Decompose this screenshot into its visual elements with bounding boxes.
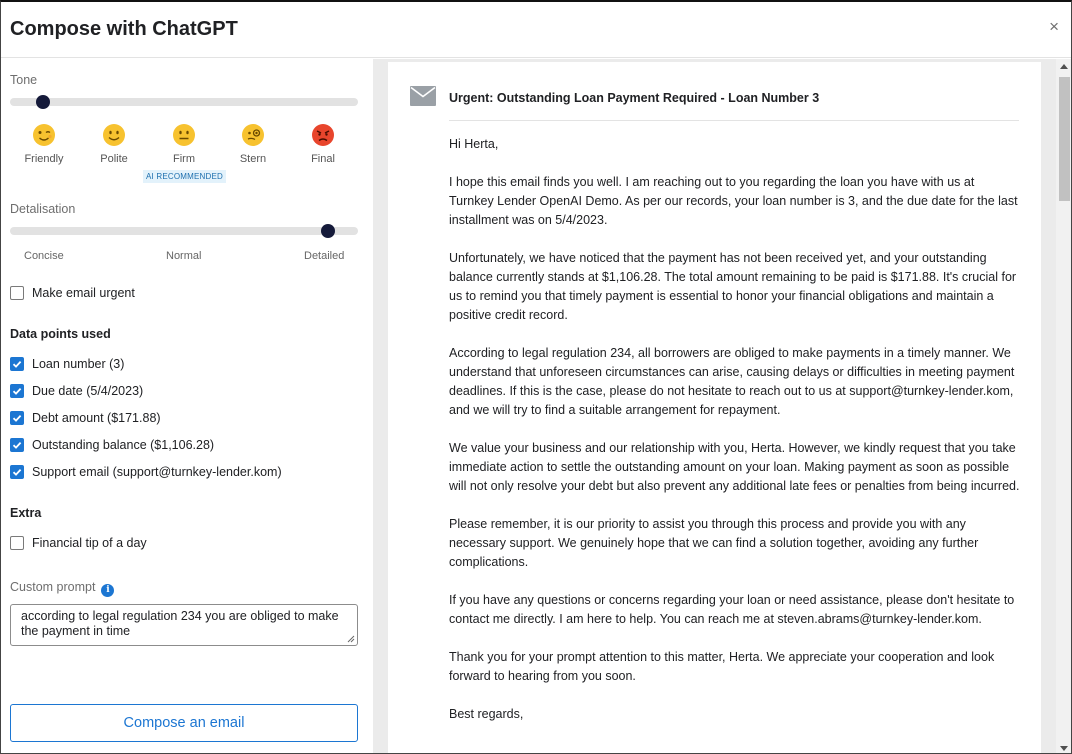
detalisation-option-normal: Normal xyxy=(166,250,202,262)
smiling-face-icon xyxy=(102,123,126,147)
email-body xyxy=(449,135,1021,743)
tone-option-firm[interactable] xyxy=(154,123,214,165)
data-point-row[interactable] xyxy=(10,356,124,372)
data-points-heading: Data points used xyxy=(10,327,111,341)
tone-option-label: Firm xyxy=(173,153,195,165)
ai-recommended-badge: AI RECOMMENDED xyxy=(143,170,226,183)
compose-email-button[interactable]: Compose an email xyxy=(10,704,358,742)
email-paragraph: Unfortunately, we have noticed that the payment has not been received yet, and your outstanding balance currently stands at $1,106.28. The total amount remaining to be paid is $171.88. It's crucial for us to remind you that timely payment is essential to honor your financial obligations and maintain a positive credit record. xyxy=(449,251,1017,322)
scroll-down-icon[interactable] xyxy=(1060,746,1068,751)
extra-heading: Extra xyxy=(10,506,42,520)
email-paragraph: According to legal regulation 234, all borrowers are obliged to make payments in a timely manner. We understand that unforeseen circumstances can arise, causing delays or difficulties in meeting payment deadlines. If this is the case, please do not hesitate to reach out to us at support@turnkey-lender.kom, and we will try to find a suitable arrangement for repayment. xyxy=(449,346,1015,417)
email-paragraph: Hi Herta, xyxy=(449,137,499,151)
tone-slider-thumb[interactable] xyxy=(36,95,50,109)
financial-tip-label: Financial tip of a day xyxy=(32,536,147,550)
tone-option-label: Polite xyxy=(100,153,128,165)
data-point-row[interactable] xyxy=(10,410,161,426)
scrollbar-thumb[interactable] xyxy=(1059,77,1070,201)
email-paragraph: We value your business and our relationship with you, Herta. However, we kindly request that you take immediate action to settle the outstanding amount on your loan. Making payment as soon as possible will not only resolve your debt but also prevent any additional late fees or penalties from being incurred. xyxy=(449,441,1020,493)
urgent-checkbox-label: Make email urgent xyxy=(32,286,135,300)
email-paragraph: If you have any questions or concerns regarding your loan or need assistance, please don't hesitate to contact me directly. I am here to help. You can reach me at steven.abrams@turnkey-lender.kom. xyxy=(449,593,1015,626)
data-point-checkbox[interactable] xyxy=(10,384,24,398)
angry-face-icon xyxy=(311,123,335,147)
financial-tip-checkbox[interactable] xyxy=(10,536,24,550)
checkmark-icon xyxy=(12,359,22,369)
tone-label: Tone xyxy=(10,73,38,87)
info-icon[interactable]: i xyxy=(101,584,114,597)
subject-divider xyxy=(449,120,1019,121)
data-point-label: Debt amount ($171.88) xyxy=(32,411,161,425)
detalisation-option-concise: Concise xyxy=(24,250,64,262)
monocle-face-icon xyxy=(241,123,265,147)
data-point-label: Loan number (3) xyxy=(32,357,125,371)
data-point-label: Due date (5/4/2023) xyxy=(32,384,144,398)
custom-prompt-label-text: Custom prompt xyxy=(10,580,96,594)
email-paragraph: Best regards, xyxy=(449,707,524,721)
data-point-label: Support email (support@turnkey-lender.kom) xyxy=(32,465,282,479)
email-preview-pane xyxy=(373,59,1072,754)
detalisation-slider[interactable] xyxy=(10,227,358,235)
custom-prompt-input[interactable] xyxy=(10,604,358,646)
tone-slider[interactable] xyxy=(10,98,358,106)
detalisation-label: Detalisation xyxy=(10,202,76,216)
tone-option-label: Stern xyxy=(239,153,267,165)
checkmark-icon xyxy=(12,413,22,423)
envelope-icon xyxy=(410,86,436,106)
email-paragraph: Please remember, it is our priority to assist you through this process and provide you with any necessary support. We genuinely hope that we can find a solution together, avoiding any further complications. xyxy=(449,517,979,569)
checkmark-icon xyxy=(12,467,22,477)
winking-face-icon xyxy=(32,123,56,147)
checkmark-icon xyxy=(12,440,22,450)
vertical-scrollbar[interactable] xyxy=(1056,59,1072,754)
email-card xyxy=(388,62,1041,754)
data-point-row[interactable] xyxy=(10,383,143,399)
detalisation-option-detailed: Detailed xyxy=(304,250,345,262)
urgent-checkbox[interactable] xyxy=(10,286,24,300)
email-paragraph: Thank you for your prompt attention to this matter, Herta. We appreciate your cooperation and look forward to hearing from you soon. xyxy=(449,650,995,683)
custom-prompt-label xyxy=(10,580,114,597)
close-icon[interactable]: × xyxy=(1049,17,1059,36)
tone-option-label: Final xyxy=(311,153,335,165)
tone-option-final[interactable] xyxy=(293,123,353,165)
extra-row[interactable] xyxy=(10,535,147,551)
neutral-face-icon xyxy=(172,123,196,147)
tone-option-stern[interactable] xyxy=(223,123,283,165)
tone-option-polite[interactable] xyxy=(84,123,144,165)
data-point-checkbox[interactable] xyxy=(10,438,24,452)
data-point-checkbox[interactable] xyxy=(10,465,24,479)
email-paragraph: I hope this email finds you well. I am reaching out to you regarding the loan you have with us at Turnkey Lender OpenAI Demo. As per our records, your loan number is 3, and the due date for the last installment was on 5/4/2023. xyxy=(449,175,1018,227)
tone-option-friendly[interactable] xyxy=(14,123,74,165)
email-subject: Urgent: Outstanding Loan Payment Required - Loan Number 3 xyxy=(449,91,820,105)
detalisation-slider-thumb[interactable] xyxy=(321,224,335,238)
data-point-label: Outstanding balance ($1,106.28) xyxy=(32,438,215,452)
data-point-checkbox[interactable] xyxy=(10,411,24,425)
checkmark-icon xyxy=(12,386,22,396)
urgent-checkbox-row[interactable] xyxy=(10,285,135,301)
scroll-up-icon[interactable] xyxy=(1060,64,1068,69)
resize-handle-icon[interactable] xyxy=(347,635,355,643)
data-point-row[interactable] xyxy=(10,437,214,453)
data-point-checkbox[interactable] xyxy=(10,357,24,371)
settings-panel xyxy=(1,59,373,754)
custom-prompt-value: according to legal regulation 234 you are obliged to make the payment in time xyxy=(21,609,339,638)
tone-option-label: Friendly xyxy=(24,153,64,165)
data-point-row[interactable] xyxy=(10,464,282,480)
dialog-header xyxy=(1,2,1071,58)
dialog-title: Compose with ChatGPT xyxy=(10,18,238,40)
